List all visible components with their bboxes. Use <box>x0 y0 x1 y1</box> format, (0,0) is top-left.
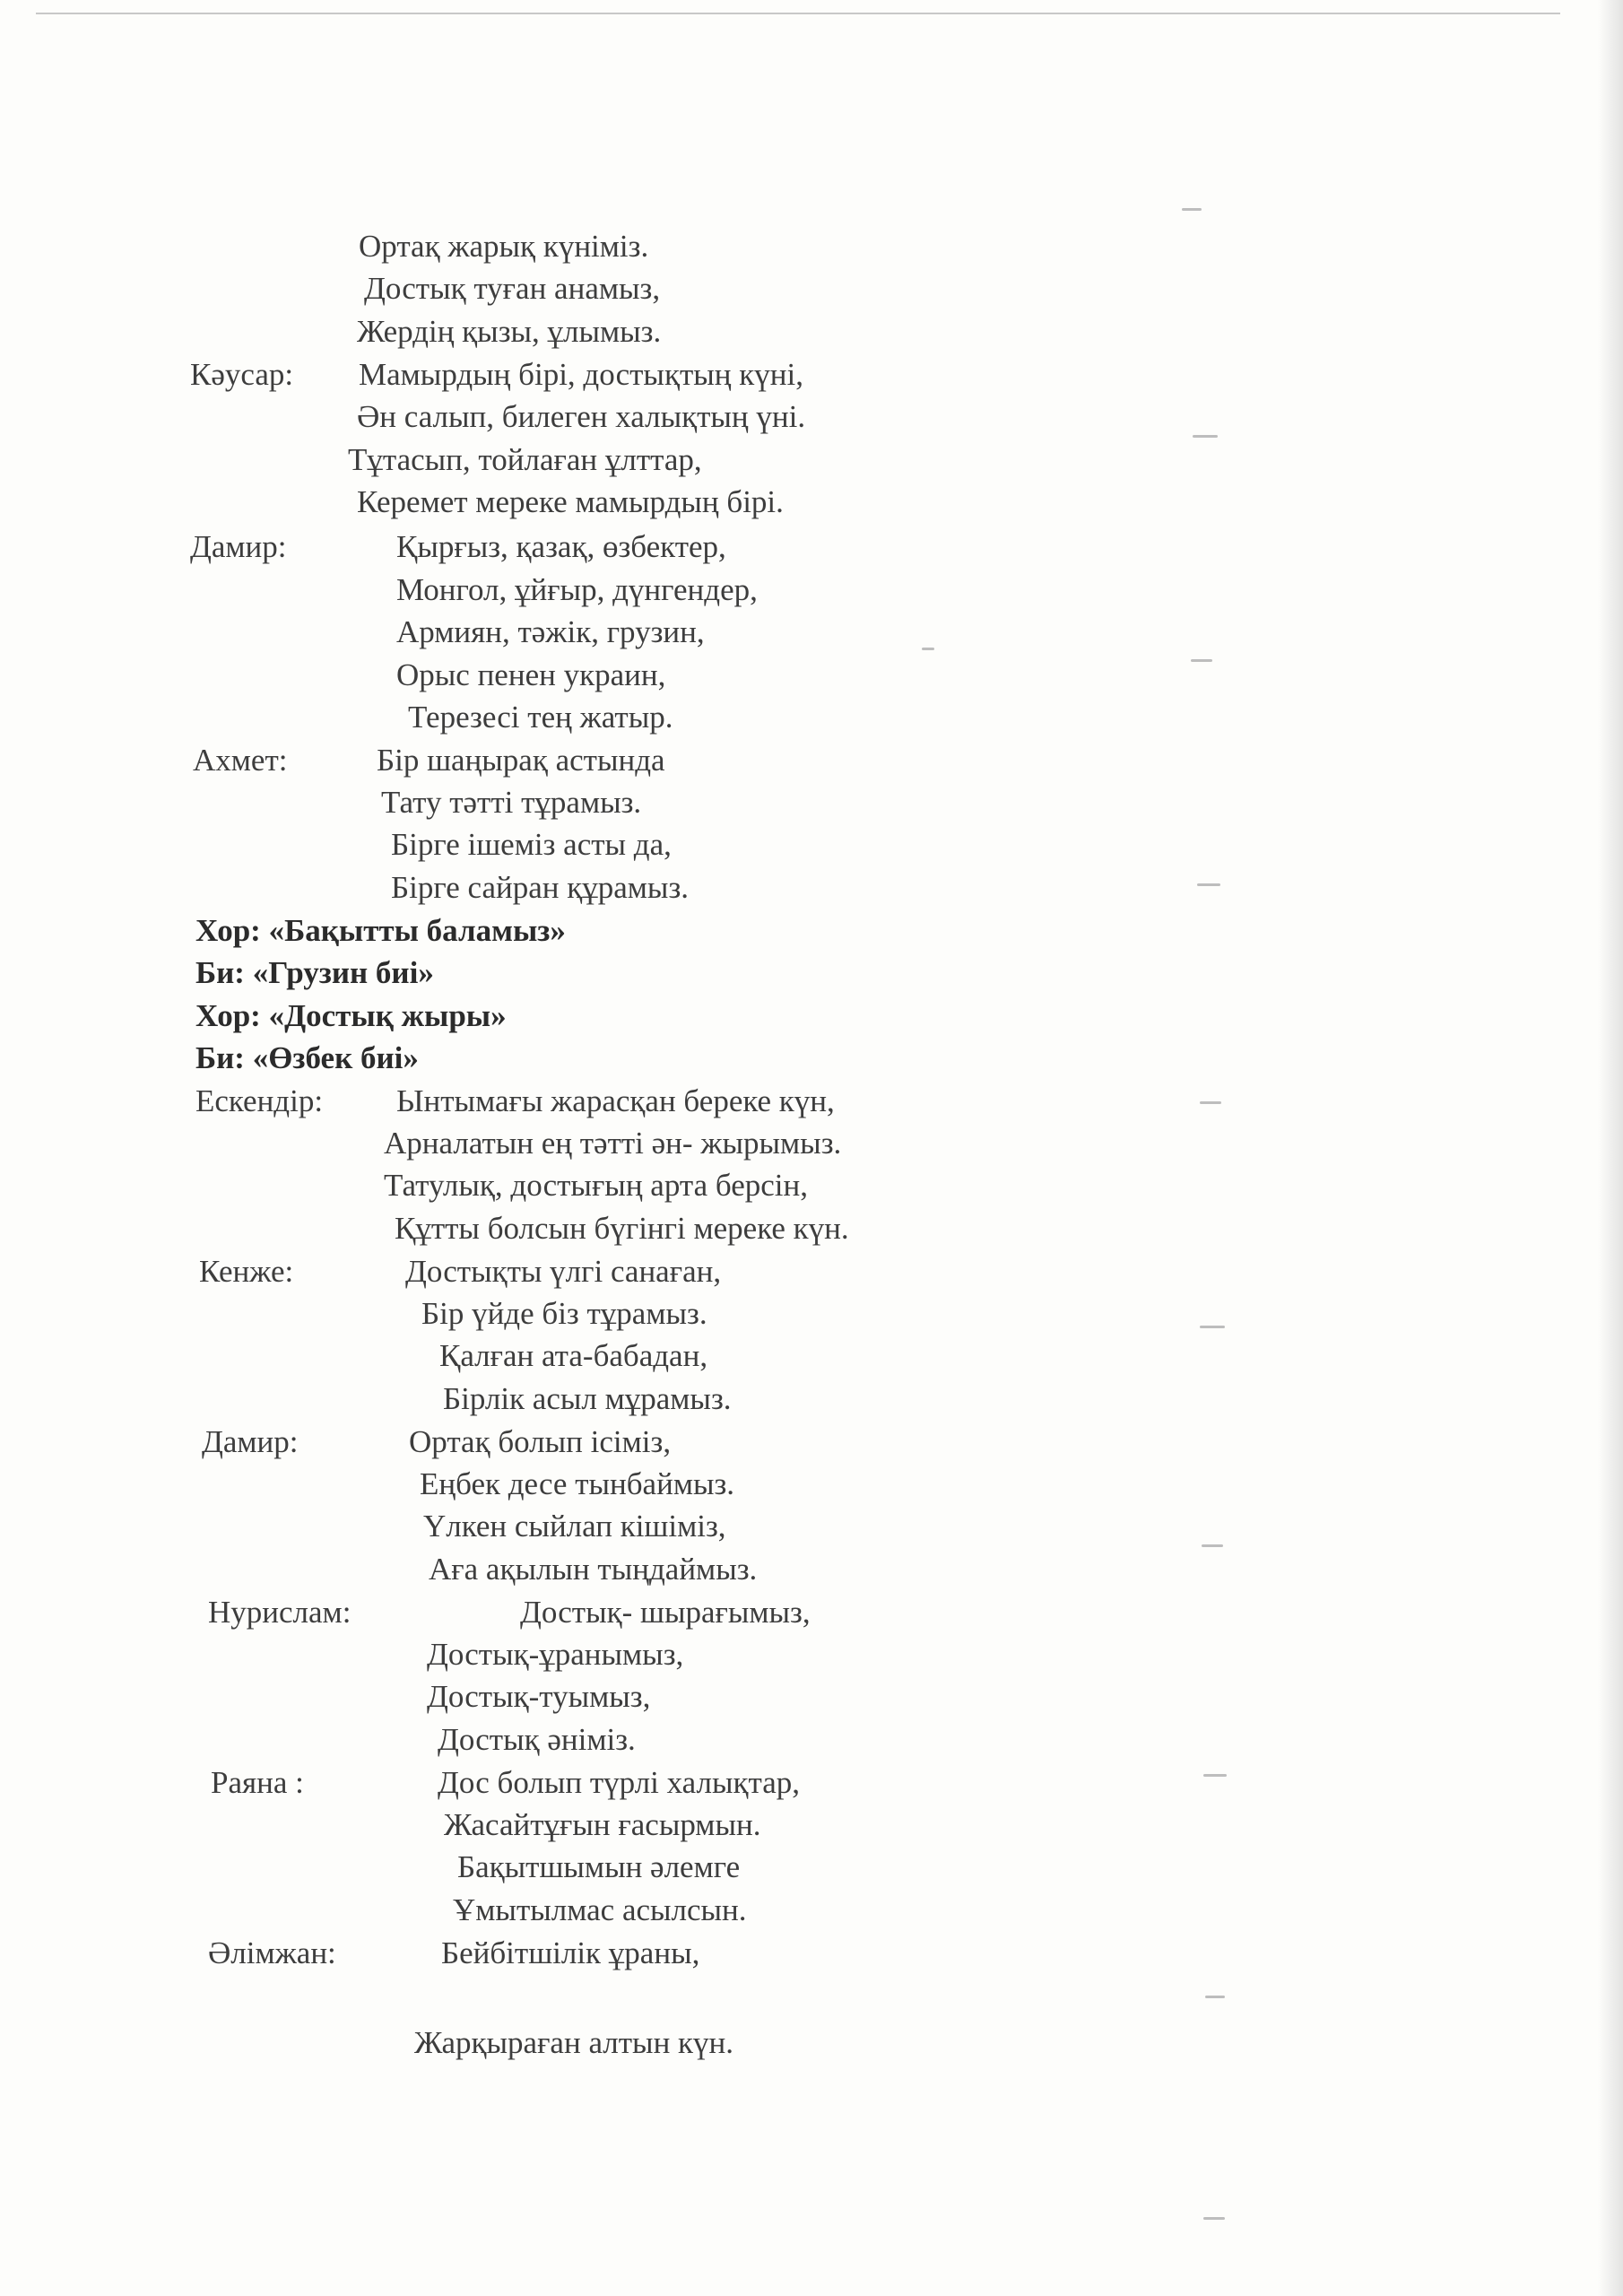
verse-line: Бір үйде біз тұрамыз. <box>421 1296 707 1331</box>
program-item: Би: «Өзбек биі» <box>195 1040 419 1075</box>
verse-line: Аға ақылын тыңдаймыз. <box>429 1552 758 1587</box>
verse-line: Ынтымағы жарасқан береке күн, <box>396 1083 835 1118</box>
verse-line: Қырғыз, қазақ, өзбектер, <box>396 529 726 564</box>
scan-speck <box>1202 1544 1223 1547</box>
verse-line: Армиян, тәжік, грузин, <box>396 614 705 649</box>
verse-line: Бейбітшілік ұраны, <box>441 1935 700 1970</box>
verse-line: Құтты болсын бүгінгі мереке күн. <box>395 1211 849 1246</box>
scan-speck <box>1182 208 1202 211</box>
speaker-label: Кенже: <box>199 1254 294 1289</box>
verse-line: Терезесі тең жатыр. <box>408 700 673 735</box>
speaker-label: Ескендір: <box>195 1083 324 1118</box>
verse-line: Орыс пенен украин, <box>396 657 666 692</box>
scan-speck <box>1205 1996 1225 1998</box>
program-item: Хор: «Достық жыры» <box>195 998 507 1033</box>
verse-line: Достық әніміз. <box>438 1722 636 1757</box>
verse-line: Монгол, ұйғыр, дүнгендер, <box>396 572 758 607</box>
verse-line: Қалған ата-бабадан, <box>439 1338 708 1373</box>
scan-speck <box>1197 883 1220 886</box>
verse-line: Достық-туымыз, <box>427 1679 651 1714</box>
speaker-label: Кәусар: <box>190 357 294 392</box>
verse-line: Ән салып, билеген халықтың үні. <box>357 399 806 434</box>
speaker-label: Әлімжан: <box>208 1935 336 1970</box>
scan-speck <box>1193 435 1218 438</box>
verse-line: Достық-ұранымыз, <box>427 1637 684 1672</box>
verse-line: Еңбек десе тынбаймыз. <box>420 1466 735 1501</box>
scan-right-edge <box>1598 0 1623 2296</box>
verse-line: Тату тәтті тұрамыз. <box>381 785 642 820</box>
scan-speck <box>922 648 934 650</box>
speaker-label: Ахмет: <box>193 743 288 778</box>
scan-top-rule <box>36 13 1560 14</box>
verse-line: Ортақ болып ісіміз, <box>409 1424 672 1459</box>
verse-line: Жасайтұғын ғасырмын. <box>444 1807 761 1842</box>
scan-speck <box>1200 1326 1225 1328</box>
verse-line: Достықты үлгі санаған, <box>405 1254 722 1289</box>
verse-line: Керемет мереке мамырдың бірі. <box>357 484 784 519</box>
verse-line: Ортақ жарық күніміз. <box>359 229 649 264</box>
verse-line: Жердің қызы, ұлымыз. <box>357 314 662 349</box>
verse-line: Бір шаңырақ астында <box>377 743 665 778</box>
scan-speck <box>1200 1101 1221 1104</box>
verse-line: Арналатын ең тәтті ән- жырымыз. <box>384 1126 842 1161</box>
verse-line: Достық туған анамыз, <box>364 271 661 306</box>
verse-line: Достық- шырағымыз, <box>520 1595 811 1630</box>
verse-line: Тұтасып, тойлаған ұлттар, <box>348 442 702 477</box>
verse-line: Ұмытылмас асылсын. <box>453 1892 747 1927</box>
verse-line: Мамырдың бірі, достықтың күні, <box>359 357 803 392</box>
speaker-label: Дамир: <box>202 1424 299 1459</box>
program-item: Хор: «Бақытты баламыз» <box>195 913 566 948</box>
verse-line: Татулық, достығың арта берсін, <box>384 1168 808 1203</box>
scan-speck <box>1203 2217 1225 2220</box>
verse-line: Бірге ішеміз асты да, <box>391 827 672 862</box>
program-item: Би: «Грузин биі» <box>195 955 434 990</box>
verse-line: Бірге сайран құрамыз. <box>391 870 690 905</box>
speaker-label: Нурислам: <box>208 1595 352 1630</box>
verse-line: Дос болып түрлі халықтар, <box>438 1765 800 1800</box>
verse-line: Жарқыраған алтын күн. <box>414 2025 734 2060</box>
speaker-label: Раяна : <box>211 1765 304 1800</box>
verse-line: Бірлік асыл мұрамыз. <box>443 1381 732 1416</box>
scan-speck <box>1203 1774 1227 1777</box>
verse-line: Бақытшымын әлемге <box>457 1849 741 1884</box>
verse-line: Үлкен сыйлап кішіміз, <box>423 1509 726 1544</box>
speaker-label: Дамир: <box>190 529 287 564</box>
scan-speck <box>1191 659 1212 662</box>
